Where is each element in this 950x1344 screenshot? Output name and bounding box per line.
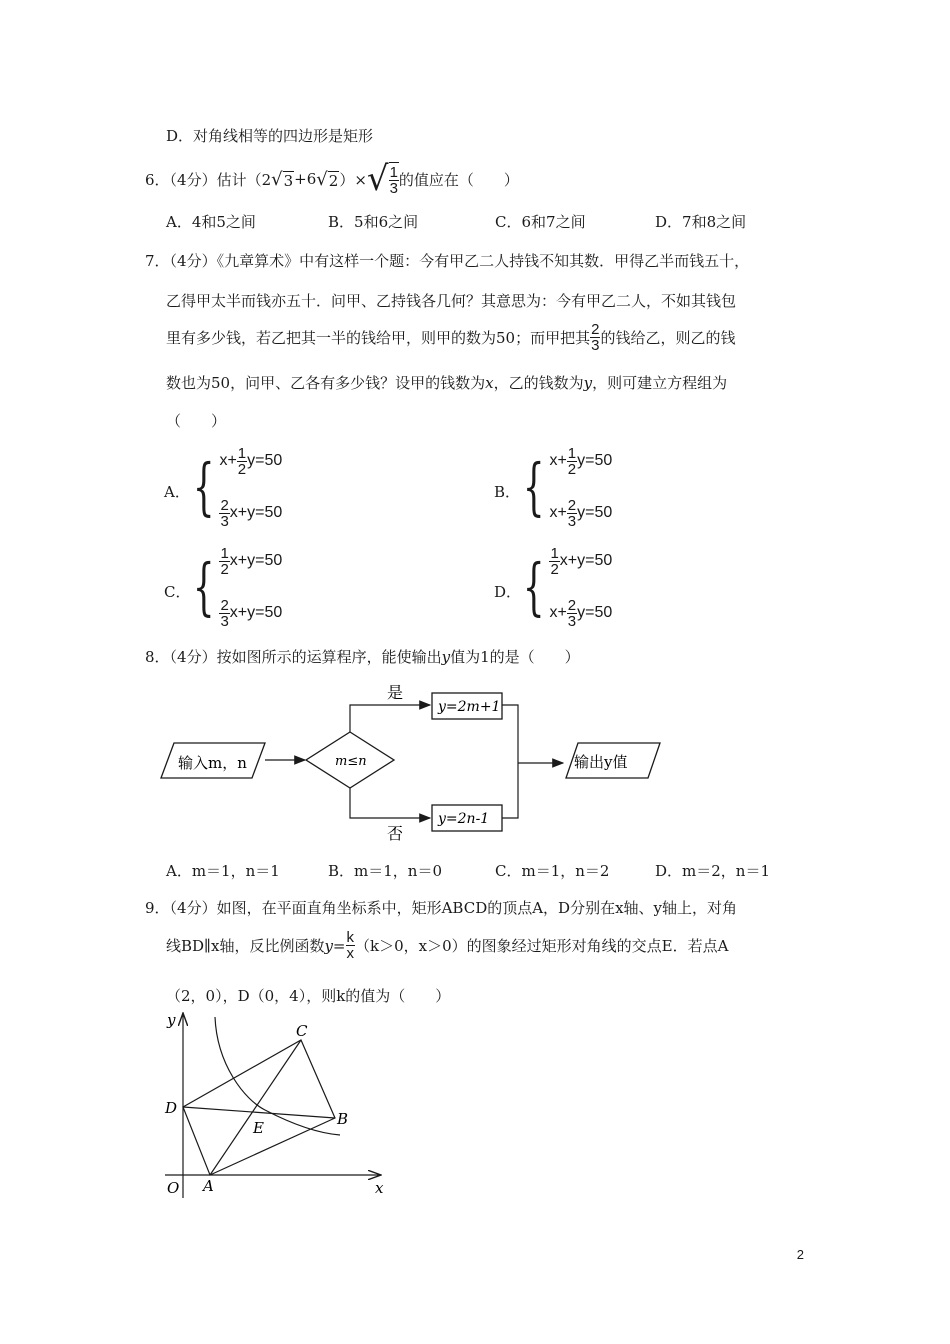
label-d: D xyxy=(165,1099,178,1117)
q6-mid: +6 xyxy=(294,170,317,188)
flowchart xyxy=(150,675,680,850)
label-e: E xyxy=(253,1119,264,1137)
q8-option-b: B．m＝1，n＝0 xyxy=(328,862,442,880)
q8-option-c: C．m＝1，n＝2 xyxy=(495,862,610,880)
flow-no-label: 否 xyxy=(387,824,404,843)
flow-arrow-no xyxy=(350,788,430,818)
flow-no-box-text: y=2n-1 xyxy=(438,811,490,827)
q9-line3: （2，0），D（0，4），则k的值为（ ） xyxy=(166,987,451,1005)
flow-merge-line xyxy=(502,705,518,818)
flow-condition-text: m≤n xyxy=(335,754,367,769)
q5-option-d: D．对角线相等的四边形是矩形 xyxy=(166,127,374,145)
q7-line4: 数也为50，问甲、乙各有多少钱？设甲的钱数为x，乙的钱数为y，则可建立方程组为 xyxy=(166,374,728,392)
diagonal-bd xyxy=(183,1107,335,1118)
rectangle-abcd xyxy=(183,1040,335,1175)
q7-fraction: $\frac{2}{3}$ xyxy=(591,321,600,354)
q6-option-b: B．5和6之间 xyxy=(328,213,419,231)
q8-option-d: D．m＝2，n＝1 xyxy=(655,862,770,880)
q7-option-a-system: { x+ $\frac{1}{2}$ y=50 $\frac{2}{3}$ x+y=50 xyxy=(192,444,283,530)
label-b: B xyxy=(337,1110,349,1128)
q7-option-d-label: D． xyxy=(494,583,522,601)
q6-option-c: C．6和7之间 xyxy=(495,213,586,231)
q9-line1: 9．（4分）如图，在平面直角坐标系中，矩形ABCD的顶点A，D分别在x轴、y轴上，对角 xyxy=(145,899,738,917)
q8-option-a: A．m＝1，n＝1 xyxy=(166,862,280,880)
brace-icon: { xyxy=(192,550,215,623)
q7-option-a-label: A． xyxy=(164,483,190,501)
brace-icon: { xyxy=(522,550,545,623)
label-c: C xyxy=(296,1022,308,1040)
page-number: 2 xyxy=(796,1247,804,1262)
q6-stem xyxy=(145,159,519,199)
q9-figure xyxy=(155,1005,395,1205)
brace-icon: { xyxy=(522,450,545,523)
q7-option-d-system: { $\frac{1}{2}$ x+y=50 x+ $\frac{2}{3}$ y=50 xyxy=(522,544,613,630)
q7-line2: 乙得甲太半而钱亦五十．问甲、乙持钱各几何？其意思为：今有甲乙二人，不如其钱包 xyxy=(166,292,737,310)
q7-line1: 7．（4分）《九章算术》中有这样一个题：今有甲乙二人持钱不知其数．甲得乙半而钱五十， xyxy=(145,252,750,270)
q7-option-c-system: { $\frac{1}{2}$ x+y=50 $\frac{2}{3}$ x+y=50 xyxy=(192,544,283,630)
q6-prefix: 6．（4分）估计（2 xyxy=(145,170,272,189)
q9-line2: 线BD∥x轴，反比例函数 y= $\frac{k}{x}$ （k＞0，x＞0）的图象经过矩形对角线的交点E．若点A xyxy=(166,929,729,962)
q6-sqrt3: √ 3 xyxy=(271,168,294,190)
label-a: A xyxy=(203,1177,214,1195)
q7-option-b-label: B． xyxy=(494,483,521,501)
q6-times: ）× xyxy=(339,170,367,189)
q9-fraction: $\frac{k}{x}$ xyxy=(346,929,354,962)
flow-yes-label: 是 xyxy=(387,683,404,702)
flow-output-text: 输出y值 xyxy=(574,753,628,771)
brace-icon: { xyxy=(192,450,215,523)
q6-sqrt2: √ 2 xyxy=(316,168,339,190)
q6-sqrt-frac: √ $\frac{1}{3}$ xyxy=(366,159,398,199)
q6-suffix: 的值应在（ ） xyxy=(398,170,519,189)
q8-stem: 8．（4分）按如图所示的运算程序，能使输出y值为1的是（ ） xyxy=(145,648,580,666)
q7-line5: （ ） xyxy=(166,412,227,430)
q7-option-c-label: C． xyxy=(164,583,191,601)
label-y: y xyxy=(167,1011,176,1029)
flow-arrow-yes xyxy=(350,705,430,732)
q7-line3: 里有多少钱，若乙把其一半的钱给甲，则甲的数为50；而甲把其 $\frac{2}{3}$ 的钱给乙，则乙的钱 xyxy=(166,321,736,354)
q6-option-a: A．4和5之间 xyxy=(166,213,256,231)
q6-option-d: D．7和8之间 xyxy=(655,213,747,231)
label-x: x xyxy=(375,1179,384,1197)
flow-input-text: 输入m，n xyxy=(178,754,247,772)
q7-option-b-system: { x+ $\frac{1}{2}$ y=50 x+ $\frac{2}{3}$ y=50 xyxy=(522,444,613,530)
flow-yes-box-text: y=2m+1 xyxy=(438,699,501,715)
label-o: O xyxy=(167,1179,180,1197)
